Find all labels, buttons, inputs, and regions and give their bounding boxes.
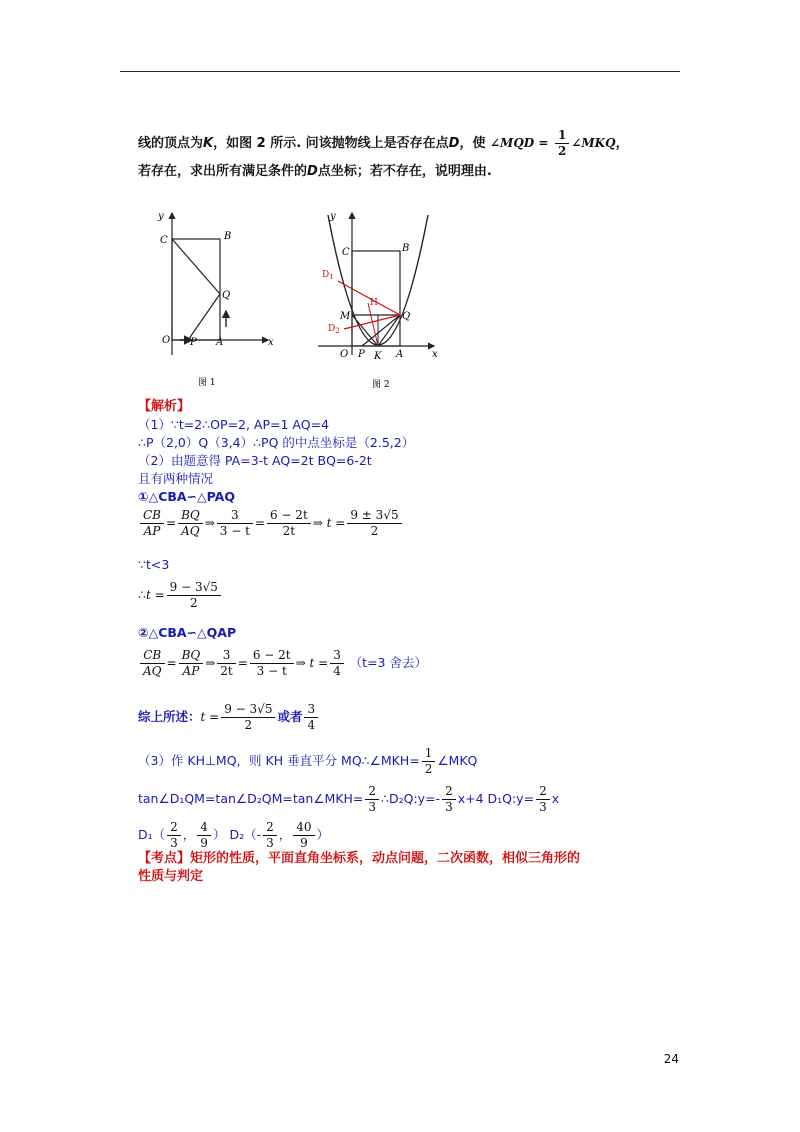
fig1-label-c: C [160, 235, 168, 246]
fig2-label-h: H [370, 298, 378, 308]
solution-step-2: ∴P（2,0）Q（3,4）∴PQ 的中点坐标是（2.5,2） [138, 435, 415, 450]
fig2-label-m: M [340, 311, 351, 322]
fig1-label-p: P [190, 337, 197, 348]
key-points-line-1: 【考点】矩形的性质，平面直角坐标系，动点问题，二次函数，相似三角形的 [138, 851, 581, 866]
solution-step-3: （2）由题意得 PA=3-t AQ=2t BQ=6-2t [138, 453, 372, 468]
fig1-label-y: y [158, 211, 164, 222]
case-1-equation: $\frac{CB}{AP}$ = $\frac{BQ}{AQ}$ ⇒ $\frac{3}{3 - t}$ = $\frac{6 - 2t}{2t}$ ⇒ t = $\frac{9 \pm 3√5}{2}$ [138, 508, 404, 539]
figure-2 [310, 205, 450, 395]
fig1-label-a: A [216, 337, 224, 348]
key-points-label: 【考点】 [138, 851, 191, 866]
problem-line-1: 线的顶点为K，如图 2 所示. 问该抛物线上是否存在点D，使 ∠MQD = $\frac{1}{2}$ ∠MKQ， [138, 128, 629, 158]
case-2-equation: $\frac{CB}{AQ}$ = $\frac{BQ}{AP}$ ⇒ $\frac{3}{2t}$ = $\frac{6 - 2t}{3 - t}$ ⇒ t = $\frac{3}{4}$ （t=3 舍去） [138, 648, 427, 679]
fig2-caption: 图 2 [372, 380, 390, 390]
fig2-label-b: B [402, 243, 410, 254]
fig2-label-p: P [358, 349, 365, 360]
part-3-line: （3）作 KH⊥MQ，则 KH 垂直平分 MQ∴∠MKH= $\frac{1}{2}$ ∠MKQ [138, 746, 478, 776]
fig1-label-x: x [268, 337, 274, 348]
case-1-title: ①△CBA∽△PAQ [138, 489, 235, 504]
fig2-label-y: y [330, 211, 336, 222]
solution-header: 【解析】 [138, 399, 191, 414]
summary-line: 综上所述：t = $\frac{9 - 3√5}{2}$ 或者 $\frac{3}{4}$ [138, 702, 320, 733]
fig2-label-a: A [396, 349, 404, 360]
fig1-caption: 图 1 [198, 378, 216, 388]
page-number: 24 [663, 1052, 679, 1066]
figure-1 [140, 205, 280, 395]
key-points-line-2: 性质与判定 [138, 869, 204, 884]
fig1-label-q: Q [222, 290, 231, 301]
fig2-label-k: K [374, 351, 382, 362]
case-2-title: ②△CBA∽△QAP [138, 625, 237, 640]
fig1-label-o: O [162, 335, 171, 346]
solution-step-1: （1）∵t=2∴OP=2, AP=1 AQ=4 [138, 417, 330, 432]
t-less-than-3: ∵t<3 [138, 557, 170, 572]
fig2-label-q: Q [402, 311, 411, 322]
t-result-1: ∴t = $\frac{9 - 3√5}{2}$ [138, 580, 223, 611]
header-rule [120, 71, 680, 72]
tan-line: tan∠D₁QM=tan∠D₂QM=tan∠MKH= $\frac{2}{3}$ ∴D₂Q:y=- $\frac{2}{3}$ x+4 D₁Q:y= $\frac{2}{3}$ x [138, 784, 560, 814]
problem-line-2: 若存在，求出所有满足条件的D点坐标；若不存在，说明理由. [138, 164, 492, 179]
fig2-label-d2: $D_2$ [328, 324, 340, 335]
fig2-label-d1: $D_1$ [322, 270, 334, 281]
solution-step-4: 且有两种情况 [138, 471, 214, 486]
fig2-label-c: C [342, 247, 350, 258]
fig2-label-x: x [432, 349, 438, 360]
fig1-label-b: B [224, 231, 232, 242]
points-line: D₁（ $\frac{2}{3}$ ， $\frac{4}{9}$ ） D₂（- $\frac{2}{3}$ ， $\frac{40}{9}$ ） [138, 820, 330, 850]
fig2-label-o: O [340, 349, 349, 360]
